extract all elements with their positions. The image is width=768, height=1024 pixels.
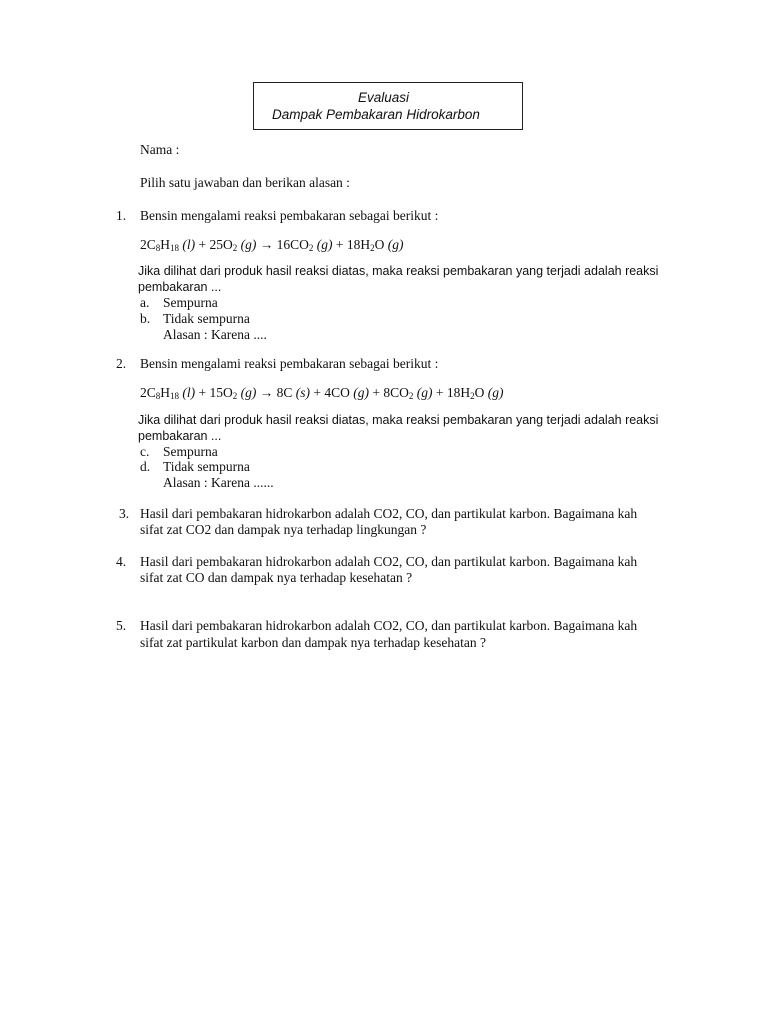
title-box [253,82,523,130]
question-number: 4. [116,554,127,569]
question-number: 5. [116,618,127,633]
doc-subtitle: Dampak Pembakaran Hidrokarbon [272,107,480,122]
option-text: Sempurna [163,295,218,310]
question-line: Hasil dari pembakaran hidrokarbon adalah CO2, CO, dan partikulat karbon. Bagaimana kah [140,618,638,633]
option-text: Tidak sempurna [163,459,250,474]
reason-line: Alasan : Karena .... [163,327,267,342]
option-text: Tidak sempurna [163,311,250,326]
option-text: Sempurna [163,444,218,459]
question-stem: Bensin mengalami reaksi pembakaran sebagai berikut : [140,208,439,223]
question-line: sifat zat partikulat karbon dan dampak nya terhadap kesehatan ? [140,635,486,650]
name-label: Nama : [140,142,180,157]
option-letter: d. [140,459,151,474]
reaction-equation-2: $2C_8H_{18}$ $(l) + 15O_2$ (g) → 8C (s) + 4CO $(g) + 8CO_2$ $(g) + 18H_2O$ (g) [140,385,504,401]
option-letter: c. [140,444,150,459]
question-line: sifat zat CO2 dan dampak nya terhadap lingkungan ? [140,522,427,537]
doc-title: Evaluasi [358,90,410,105]
question-number: 1. [116,208,127,223]
option-letter: a. [140,295,150,310]
question-line: Hasil dari pembakaran hidrokarbon adalah CO2, CO, dan partikulat karbon. Bagaimana kah [140,506,638,521]
question-number: 2. [116,356,127,371]
question-number: 3. [119,506,130,521]
reason-line: Alasan : Karena ...... [163,475,274,490]
option-letter: b. [140,311,151,326]
question-line: Hasil dari pembakaran hidrokarbon adalah CO2, CO, dan partikulat karbon. Bagaimana kah [140,554,638,569]
question-prompt: Jika dilihat dari produk hasil reaksi diatas, maka reaksi pembakaran yang terjadi adalah reaksi pembakaran ... [138,264,659,294]
question-line: sifat zat CO dan dampak nya terhadap kesehatan ? [140,570,413,585]
instruction-text: Pilih satu jawaban dan berikan alasan : [140,175,350,190]
reaction-equation-1: $2C_8H_{18}$ $(l) + 25O_2$ $(g) \to 16CO_2$ $(g) + 18H_2O$ (g) [140,237,404,253]
question-prompt: Jika dilihat dari produk hasil reaksi diatas, maka reaksi pembakaran yang terjadi adalah reaksi pembakaran ... [138,413,659,443]
question-stem: Bensin mengalami reaksi pembakaran sebagai berikut : [140,356,439,371]
